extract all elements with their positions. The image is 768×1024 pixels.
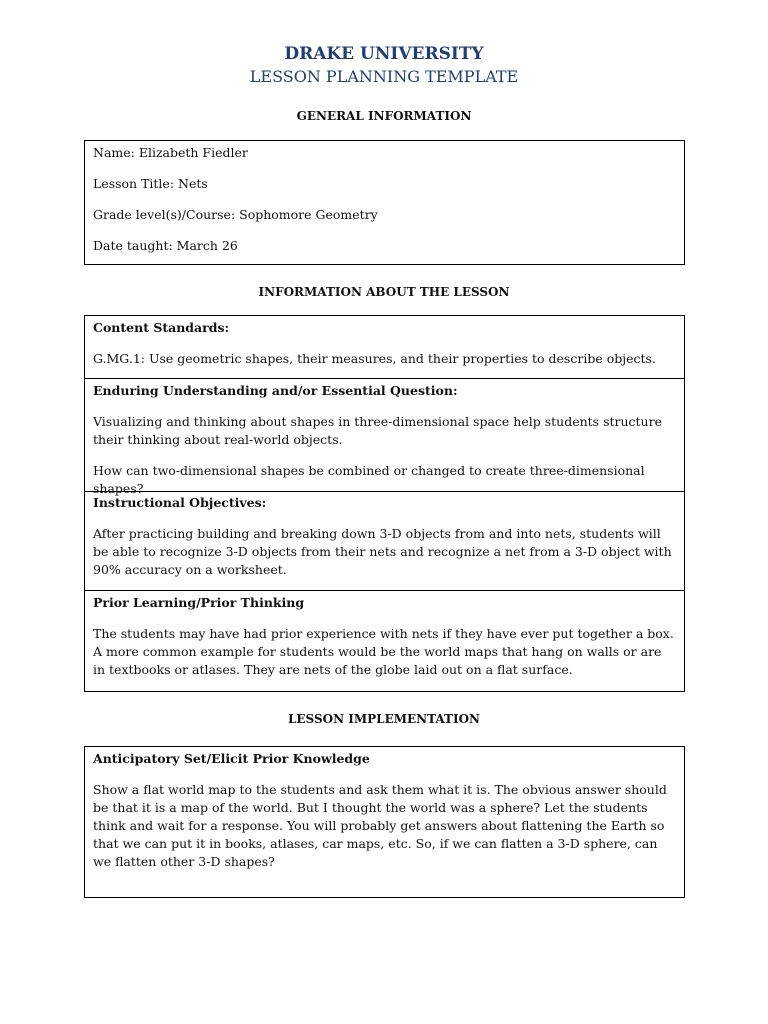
- enduring-understanding-cell: [85, 379, 684, 496]
- essential-question-text: How can two-dimensional shapes be combined or changed to create three-dimensional shapes?: [93, 463, 645, 496]
- template-title: LESSON PLANNING TEMPLATE: [249, 67, 519, 86]
- instructional-objectives-label: Instructional Objectives:: [93, 495, 267, 510]
- general-info-heading: GENERAL INFORMATION: [296, 109, 472, 123]
- lesson-info-box: [84, 315, 685, 692]
- enduring-understanding-text: Visualizing and thinking about shapes in three-dimensional space help students structure their thinking about real-world objects.: [93, 414, 662, 447]
- prior-learning-label: Prior Learning/Prior Thinking: [93, 595, 305, 610]
- lesson-implementation-box: [84, 746, 685, 898]
- anticipatory-set-text: Show a flat world map to the students and ask them what it is. The obvious answer should be that it is a map of the world. But I thought the world was a sphere? Let the students think and wait for a response. You will probably get answers about flattening the Earth so that we can put it in books, atlases, car maps, etc. So, if we can flatten a 3-D sphere, can we flatten other 3-D shapes?: [93, 782, 667, 869]
- grade-level: Grade level(s)/Course: Sophomore Geometry: [93, 207, 378, 222]
- teacher-name: Name: Elizabeth Fiedler: [93, 145, 248, 160]
- lesson-title: Lesson Title: Nets: [93, 176, 208, 191]
- instructional-objectives-text: After practicing building and breaking down 3-D objects from and into nets, students will be able to recognize 3-D objects from their nets and recognize a net from a 3-D object with 90% accuracy on a worksheet.: [93, 526, 672, 577]
- date-taught: Date taught: March 26: [93, 238, 238, 253]
- prior-learning-cell: [85, 591, 684, 691]
- content-standards-label: Content Standards:: [93, 320, 230, 335]
- enduring-understanding-label: Enduring Understanding and/or Essential Question:: [93, 383, 458, 398]
- anticipatory-set-label: Anticipatory Set/Elicit Prior Knowledge: [93, 751, 370, 766]
- content-standards-cell: [85, 316, 684, 379]
- instructional-objectives-cell: [85, 492, 684, 591]
- general-info-box: [84, 140, 685, 265]
- prior-learning-text: The students may have had prior experience with nets if they have ever put together a box. A more common example for students would be the world maps that hang on walls or are in textbooks or atlases. They are nets of the globe laid out on a flat surface.: [93, 626, 674, 677]
- lesson-info-heading: INFORMATION ABOUT THE LESSON: [258, 285, 510, 299]
- university-title: DRAKE UNIVERSITY: [284, 44, 484, 64]
- lesson-implementation-heading: LESSON IMPLEMENTATION: [287, 712, 481, 726]
- content-standards-text: G.MG.1: Use geometric shapes, their measures, and their properties to describe objects.: [93, 351, 656, 366]
